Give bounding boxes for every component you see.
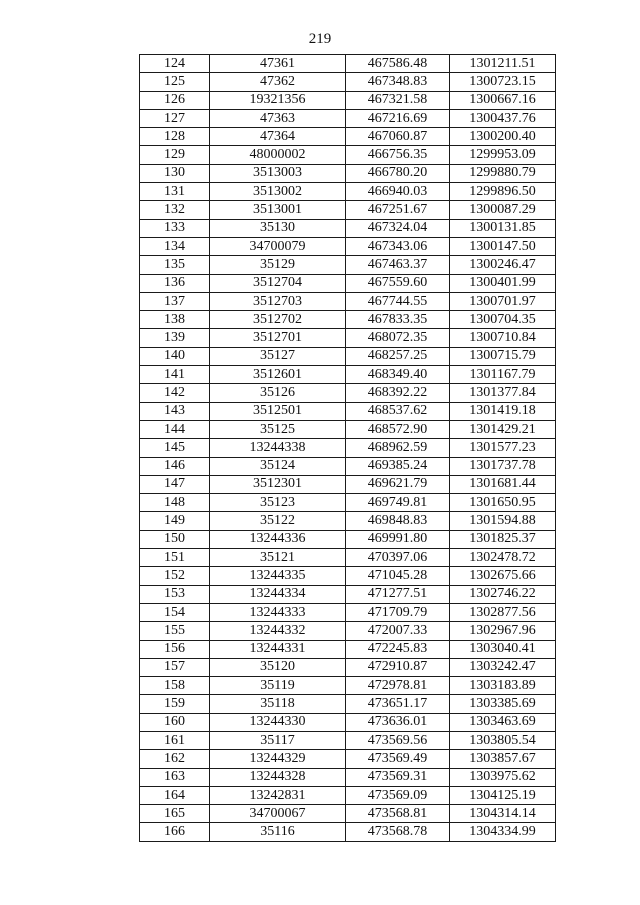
row-number-cell: 158	[140, 677, 210, 695]
table-row	[140, 658, 556, 676]
x-coordinate-cell: 467324.04	[346, 219, 450, 237]
point-id-cell: 13244334	[210, 585, 346, 603]
y-coordinate-cell: 1303463.69	[450, 713, 556, 731]
table-row	[140, 73, 556, 91]
row-number-cell: 153	[140, 585, 210, 603]
row-number-cell: 162	[140, 750, 210, 768]
table-row	[140, 347, 556, 365]
point-id-cell: 13244331	[210, 640, 346, 658]
y-coordinate-cell: 1304314.14	[450, 805, 556, 823]
y-coordinate-cell: 1303975.62	[450, 768, 556, 786]
row-number-cell: 128	[140, 128, 210, 146]
y-coordinate-cell: 1301577.23	[450, 439, 556, 457]
row-number-cell: 156	[140, 640, 210, 658]
row-number-cell: 155	[140, 622, 210, 640]
y-coordinate-cell: 1300401.99	[450, 274, 556, 292]
table-row	[140, 750, 556, 768]
x-coordinate-cell: 467321.58	[346, 91, 450, 109]
table-row	[140, 329, 556, 347]
point-id-cell: 3512601	[210, 366, 346, 384]
y-coordinate-cell: 1300200.40	[450, 128, 556, 146]
coordinates-table	[139, 54, 556, 842]
y-coordinate-cell: 1299953.09	[450, 146, 556, 164]
x-coordinate-cell: 471045.28	[346, 567, 450, 585]
y-coordinate-cell: 1300246.47	[450, 256, 556, 274]
row-number-cell: 141	[140, 366, 210, 384]
point-id-cell: 3512704	[210, 274, 346, 292]
point-id-cell: 13244335	[210, 567, 346, 585]
table-row	[140, 713, 556, 731]
y-coordinate-cell: 1301419.18	[450, 402, 556, 420]
point-id-cell: 13244330	[210, 713, 346, 731]
y-coordinate-cell: 1301737.78	[450, 457, 556, 475]
y-coordinate-cell: 1300147.50	[450, 237, 556, 255]
row-number-cell: 163	[140, 768, 210, 786]
table-row	[140, 622, 556, 640]
y-coordinate-cell: 1302967.96	[450, 622, 556, 640]
row-number-cell: 151	[140, 549, 210, 567]
point-id-cell: 47361	[210, 55, 346, 73]
x-coordinate-cell: 468572.90	[346, 420, 450, 438]
table-row	[140, 731, 556, 749]
table-row	[140, 786, 556, 804]
point-id-cell: 47363	[210, 109, 346, 127]
row-number-cell: 152	[140, 567, 210, 585]
row-number-cell: 124	[140, 55, 210, 73]
x-coordinate-cell: 473569.09	[346, 786, 450, 804]
row-number-cell: 130	[140, 164, 210, 182]
x-coordinate-cell: 467251.67	[346, 201, 450, 219]
y-coordinate-cell: 1301594.88	[450, 512, 556, 530]
y-coordinate-cell: 1299880.79	[450, 164, 556, 182]
table-row	[140, 366, 556, 384]
y-coordinate-cell: 1300667.16	[450, 91, 556, 109]
y-coordinate-cell: 1300437.76	[450, 109, 556, 127]
x-coordinate-cell: 472910.87	[346, 658, 450, 676]
point-id-cell: 3512703	[210, 292, 346, 310]
table-row	[140, 677, 556, 695]
y-coordinate-cell: 1303040.41	[450, 640, 556, 658]
y-coordinate-cell: 1300704.35	[450, 311, 556, 329]
table-row	[140, 164, 556, 182]
y-coordinate-cell: 1300701.97	[450, 292, 556, 310]
point-id-cell: 35123	[210, 494, 346, 512]
table-row	[140, 530, 556, 548]
point-id-cell: 35124	[210, 457, 346, 475]
table-row	[140, 384, 556, 402]
table-row	[140, 475, 556, 493]
row-number-cell: 166	[140, 823, 210, 841]
y-coordinate-cell: 1302746.22	[450, 585, 556, 603]
x-coordinate-cell: 473569.49	[346, 750, 450, 768]
point-id-cell: 3512702	[210, 311, 346, 329]
row-number-cell: 157	[140, 658, 210, 676]
x-coordinate-cell: 466756.35	[346, 146, 450, 164]
x-coordinate-cell: 467343.06	[346, 237, 450, 255]
point-id-cell: 47364	[210, 128, 346, 146]
row-number-cell: 146	[140, 457, 210, 475]
y-coordinate-cell: 1300710.84	[450, 329, 556, 347]
point-id-cell: 13244329	[210, 750, 346, 768]
row-number-cell: 131	[140, 183, 210, 201]
table-row	[140, 695, 556, 713]
y-coordinate-cell: 1301377.84	[450, 384, 556, 402]
point-id-cell: 3512701	[210, 329, 346, 347]
table-row	[140, 91, 556, 109]
point-id-cell: 35116	[210, 823, 346, 841]
table-row	[140, 420, 556, 438]
y-coordinate-cell: 1300131.85	[450, 219, 556, 237]
row-number-cell: 159	[140, 695, 210, 713]
table-row	[140, 805, 556, 823]
x-coordinate-cell: 473569.31	[346, 768, 450, 786]
y-coordinate-cell: 1303385.69	[450, 695, 556, 713]
point-id-cell: 3512301	[210, 475, 346, 493]
x-coordinate-cell: 467463.37	[346, 256, 450, 274]
point-id-cell: 35119	[210, 677, 346, 695]
table-row	[140, 823, 556, 841]
x-coordinate-cell: 466780.20	[346, 164, 450, 182]
point-id-cell: 35127	[210, 347, 346, 365]
table-row	[140, 237, 556, 255]
x-coordinate-cell: 468349.40	[346, 366, 450, 384]
x-coordinate-cell: 473651.17	[346, 695, 450, 713]
y-coordinate-cell: 1299896.50	[450, 183, 556, 201]
page-number: 219	[308, 31, 332, 47]
row-number-cell: 125	[140, 73, 210, 91]
x-coordinate-cell: 467348.83	[346, 73, 450, 91]
table-row	[140, 146, 556, 164]
point-id-cell: 3512501	[210, 402, 346, 420]
point-id-cell: 3513003	[210, 164, 346, 182]
x-coordinate-cell: 466940.03	[346, 183, 450, 201]
row-number-cell: 140	[140, 347, 210, 365]
x-coordinate-cell: 471277.51	[346, 585, 450, 603]
point-id-cell: 48000002	[210, 146, 346, 164]
x-coordinate-cell: 472007.33	[346, 622, 450, 640]
y-coordinate-cell: 1301825.37	[450, 530, 556, 548]
row-number-cell: 154	[140, 603, 210, 621]
x-coordinate-cell: 473568.78	[346, 823, 450, 841]
x-coordinate-cell: 469621.79	[346, 475, 450, 493]
table-row	[140, 109, 556, 127]
row-number-cell: 133	[140, 219, 210, 237]
x-coordinate-cell: 471709.79	[346, 603, 450, 621]
table-row	[140, 603, 556, 621]
x-coordinate-cell: 467060.87	[346, 128, 450, 146]
y-coordinate-cell: 1301650.95	[450, 494, 556, 512]
point-id-cell: 13244332	[210, 622, 346, 640]
table-row	[140, 549, 556, 567]
row-number-cell: 150	[140, 530, 210, 548]
x-coordinate-cell: 469385.24	[346, 457, 450, 475]
table-row	[140, 585, 556, 603]
table-row	[140, 640, 556, 658]
row-number-cell: 143	[140, 402, 210, 420]
x-coordinate-cell: 468257.25	[346, 347, 450, 365]
y-coordinate-cell: 1300715.79	[450, 347, 556, 365]
table-row	[140, 457, 556, 475]
row-number-cell: 149	[140, 512, 210, 530]
y-coordinate-cell: 1300087.29	[450, 201, 556, 219]
row-number-cell: 129	[140, 146, 210, 164]
table-row	[140, 439, 556, 457]
point-id-cell: 13244336	[210, 530, 346, 548]
x-coordinate-cell: 469848.83	[346, 512, 450, 530]
y-coordinate-cell: 1300723.15	[450, 73, 556, 91]
point-id-cell: 19321356	[210, 91, 346, 109]
x-coordinate-cell: 467744.55	[346, 292, 450, 310]
row-number-cell: 147	[140, 475, 210, 493]
x-coordinate-cell: 473569.56	[346, 731, 450, 749]
table-row	[140, 274, 556, 292]
table-row	[140, 768, 556, 786]
y-coordinate-cell: 1301681.44	[450, 475, 556, 493]
x-coordinate-cell: 470397.06	[346, 549, 450, 567]
point-id-cell: 35129	[210, 256, 346, 274]
point-id-cell: 35121	[210, 549, 346, 567]
x-coordinate-cell: 472245.83	[346, 640, 450, 658]
table-row	[140, 219, 556, 237]
row-number-cell: 132	[140, 201, 210, 219]
point-id-cell: 35118	[210, 695, 346, 713]
row-number-cell: 138	[140, 311, 210, 329]
table-row	[140, 567, 556, 585]
y-coordinate-cell: 1301167.79	[450, 366, 556, 384]
y-coordinate-cell: 1302877.56	[450, 603, 556, 621]
table-body	[140, 55, 556, 842]
table-row	[140, 201, 556, 219]
point-id-cell: 3513001	[210, 201, 346, 219]
table-row	[140, 512, 556, 530]
y-coordinate-cell: 1303805.54	[450, 731, 556, 749]
row-number-cell: 165	[140, 805, 210, 823]
row-number-cell: 139	[140, 329, 210, 347]
point-id-cell: 13244333	[210, 603, 346, 621]
point-id-cell: 35117	[210, 731, 346, 749]
point-id-cell: 47362	[210, 73, 346, 91]
y-coordinate-cell: 1301429.21	[450, 420, 556, 438]
table-row	[140, 183, 556, 201]
row-number-cell: 160	[140, 713, 210, 731]
table-row	[140, 311, 556, 329]
row-number-cell: 142	[140, 384, 210, 402]
y-coordinate-cell: 1303183.89	[450, 677, 556, 695]
row-number-cell: 145	[140, 439, 210, 457]
point-id-cell: 13244338	[210, 439, 346, 457]
point-id-cell: 35125	[210, 420, 346, 438]
y-coordinate-cell: 1304125.19	[450, 786, 556, 804]
x-coordinate-cell: 469749.81	[346, 494, 450, 512]
table-row	[140, 402, 556, 420]
row-number-cell: 135	[140, 256, 210, 274]
row-number-cell: 134	[140, 237, 210, 255]
x-coordinate-cell: 473636.01	[346, 713, 450, 731]
y-coordinate-cell: 1302478.72	[450, 549, 556, 567]
table-row	[140, 494, 556, 512]
x-coordinate-cell: 468392.22	[346, 384, 450, 402]
table-row	[140, 256, 556, 274]
x-coordinate-cell: 472978.81	[346, 677, 450, 695]
point-id-cell: 3513002	[210, 183, 346, 201]
x-coordinate-cell: 467216.69	[346, 109, 450, 127]
row-number-cell: 136	[140, 274, 210, 292]
point-id-cell: 13242831	[210, 786, 346, 804]
row-number-cell: 161	[140, 731, 210, 749]
row-number-cell: 127	[140, 109, 210, 127]
x-coordinate-cell: 467559.60	[346, 274, 450, 292]
y-coordinate-cell: 1303242.47	[450, 658, 556, 676]
point-id-cell: 35120	[210, 658, 346, 676]
row-number-cell: 144	[140, 420, 210, 438]
table-row	[140, 292, 556, 310]
y-coordinate-cell: 1303857.67	[450, 750, 556, 768]
table-row	[140, 55, 556, 73]
y-coordinate-cell: 1302675.66	[450, 567, 556, 585]
x-coordinate-cell: 467586.48	[346, 55, 450, 73]
point-id-cell: 35126	[210, 384, 346, 402]
y-coordinate-cell: 1304334.99	[450, 823, 556, 841]
x-coordinate-cell: 469991.80	[346, 530, 450, 548]
row-number-cell: 126	[140, 91, 210, 109]
x-coordinate-cell: 467833.35	[346, 311, 450, 329]
point-id-cell: 13244328	[210, 768, 346, 786]
row-number-cell: 164	[140, 786, 210, 804]
table-row	[140, 128, 556, 146]
point-id-cell: 35122	[210, 512, 346, 530]
point-id-cell: 34700079	[210, 237, 346, 255]
point-id-cell: 35130	[210, 219, 346, 237]
x-coordinate-cell: 473568.81	[346, 805, 450, 823]
x-coordinate-cell: 468537.62	[346, 402, 450, 420]
point-id-cell: 34700067	[210, 805, 346, 823]
x-coordinate-cell: 468962.59	[346, 439, 450, 457]
row-number-cell: 137	[140, 292, 210, 310]
x-coordinate-cell: 468072.35	[346, 329, 450, 347]
y-coordinate-cell: 1301211.51	[450, 55, 556, 73]
row-number-cell: 148	[140, 494, 210, 512]
